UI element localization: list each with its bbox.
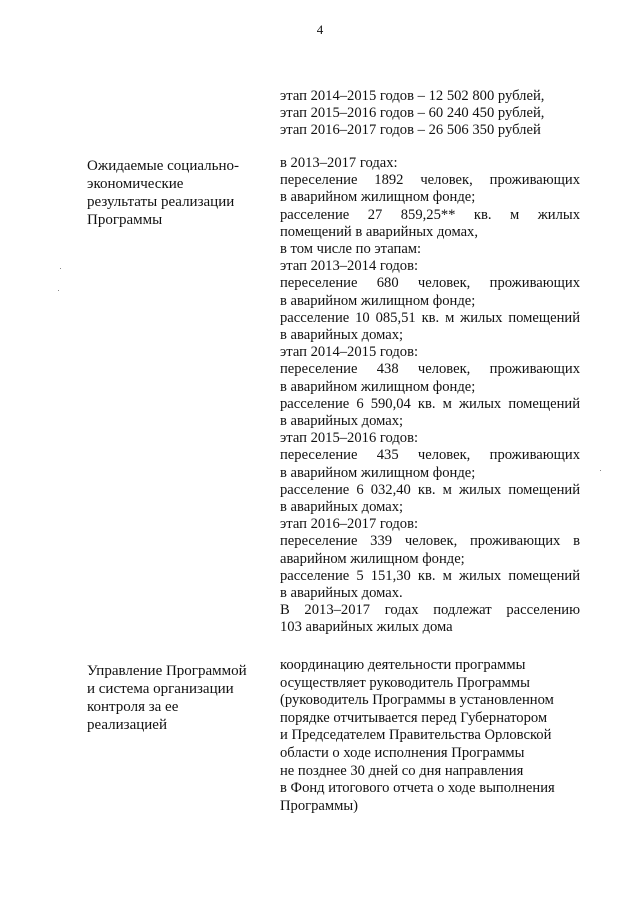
results-line: расселение 6 590,04 кв. м жилых помещений xyxy=(280,395,580,412)
results-line: 103 аварийных жилых дома xyxy=(280,619,453,636)
results-line: В 2013–2017 годах подлежат расселению xyxy=(280,602,580,619)
results-line: в аварийных домах; xyxy=(280,327,404,344)
results-line: этап 2014–2015 годов: xyxy=(280,344,419,361)
management-line: Программы) xyxy=(280,797,359,814)
management-line: (руководитель Программы в установленном xyxy=(280,692,554,709)
results-line: в аварийных домах; xyxy=(280,413,404,430)
results-line: переселение 1892 человек, проживающих xyxy=(280,172,580,189)
management-line: осуществляет руководитель Программы xyxy=(280,674,530,691)
results-line: в аварийных домах; xyxy=(280,499,404,516)
results-line: этап 2016–2017 годов: xyxy=(280,516,419,533)
results-line: переселение 680 человек, проживающих xyxy=(280,275,580,292)
results-line: этап 2015–2016 годов: xyxy=(280,430,419,447)
results-line: расселение 10 085,51 кв. м жилых помещений xyxy=(280,309,580,326)
results-line: расселение 27 859,25** кв. м жилых xyxy=(280,206,580,223)
results-line: в том числе по этапам: xyxy=(280,241,422,258)
management-line: области о ходе исполнения Программы xyxy=(280,744,525,761)
results-line: переселение 339 человек, проживающих в xyxy=(280,533,580,550)
funding-stage-line: этап 2014–2015 годов – 12 502 800 рублей, xyxy=(280,88,545,104)
results-section-content xyxy=(280,155,580,637)
scan-speck xyxy=(58,290,59,291)
results-line: помещений в аварийных домах, xyxy=(280,223,479,240)
management-line: координацию деятельности программы xyxy=(280,657,526,673)
results-line: расселение 5 151,30 кв. м жилых помещений xyxy=(280,567,580,584)
results-line: переселение 438 человек, проживающих xyxy=(280,361,580,378)
scan-speck xyxy=(60,268,61,269)
results-line: переселение 435 человек, проживающих xyxy=(280,447,580,464)
management-line: в Фонд итогового отчета о ходе выполнения xyxy=(280,780,555,797)
results-line: в аварийном жилищном фонде; xyxy=(280,378,476,395)
results-section-label: Ожидаемые социально-экономические результаты реализации Программы xyxy=(87,158,239,228)
funding-stage-line: этап 2015–2016 годов – 60 240 450 рублей, xyxy=(280,105,545,122)
results-line: аварийном жилищном фонде; xyxy=(280,550,465,567)
results-line: в 2013–2017 годах: xyxy=(280,155,398,171)
results-line: в аварийном жилищном фонде; xyxy=(280,292,476,309)
funding-stage-line: этап 2016–2017 годов – 26 506 350 рублей xyxy=(280,122,541,139)
results-line: в аварийных домах. xyxy=(280,585,403,602)
funding-stages-list xyxy=(280,88,580,140)
management-section-content xyxy=(280,657,580,815)
management-line: и Председателем Правительства Орловской xyxy=(280,727,552,744)
page-number: 4 xyxy=(316,22,324,37)
management-section-label: Управление Программой и система организации контроля за ее реализацией xyxy=(87,663,247,733)
results-line: этап 2013–2014 годов: xyxy=(280,258,419,275)
management-line: порядке отчитывается перед Губернатором xyxy=(280,709,548,726)
results-line: в аварийном жилищном фонде; xyxy=(280,464,476,481)
scan-speck xyxy=(600,470,601,471)
management-line: не позднее 30 дней со дня направления xyxy=(280,762,524,779)
results-line: в аварийном жилищном фонде; xyxy=(280,189,476,206)
results-line: расселение 6 032,40 кв. м жилых помещений xyxy=(280,481,580,498)
